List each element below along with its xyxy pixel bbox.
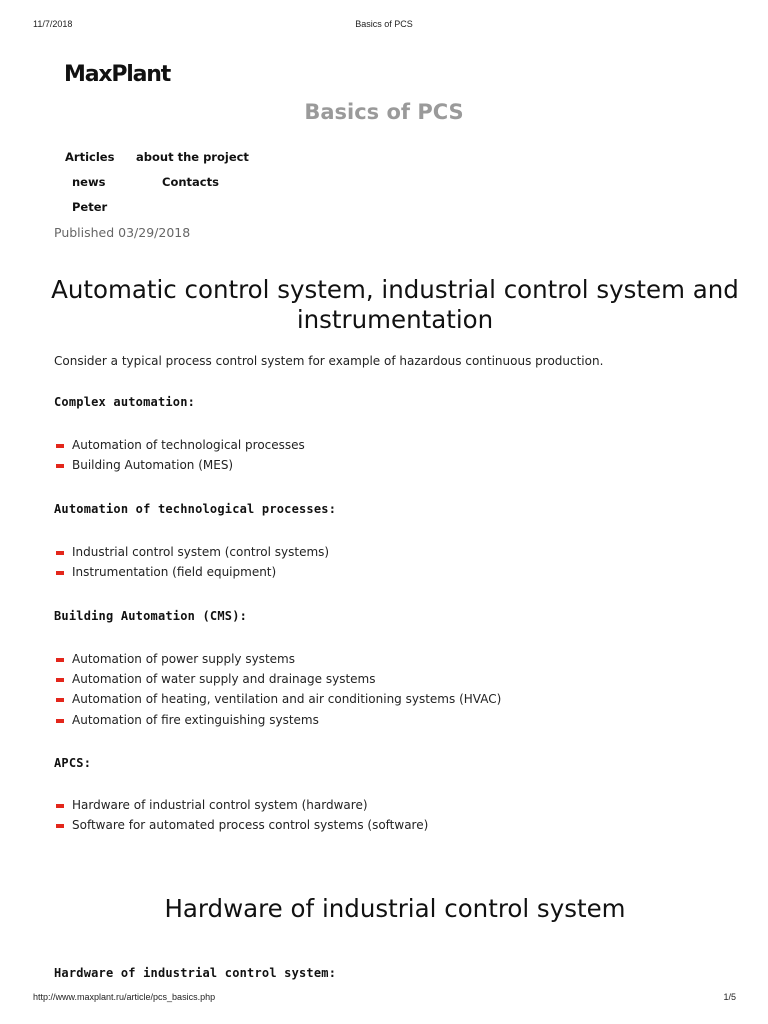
bullet-icon (56, 824, 64, 828)
list-item-text: Automation of technological processes (72, 438, 305, 452)
section-title: APCS: (54, 756, 92, 770)
list-item (56, 562, 329, 582)
list-item (56, 710, 501, 730)
section-heading: Hardware of industrial control system (164, 894, 626, 923)
section-title: Complex automation: (54, 395, 196, 409)
section-title: Automation of technological processes: (54, 502, 337, 516)
list-item-text: Automation of fire extinguishing systems (72, 712, 319, 727)
nav-news[interactable]: news (72, 175, 106, 189)
print-url: http://www.maxplant.ru/article/pcs_basics.php (33, 992, 216, 1002)
article-heading: Automatic control system, industrial control system and instrumentation (51, 275, 739, 334)
list-item-text: Building Automation (MES) (72, 458, 234, 473)
section-list (56, 649, 501, 730)
article-intro: Consider a typical process control system for example of hazardous continuous production. (54, 354, 604, 368)
list-item-text: Automation of water supply and drainage systems (72, 672, 376, 687)
list-item (56, 649, 501, 669)
bullet-icon (56, 464, 64, 468)
nav-about-project[interactable]: about the project (136, 150, 249, 164)
section-subheading: Hardware of industrial control system: (54, 966, 337, 980)
nav-articles[interactable]: Articles (65, 150, 115, 164)
section-list (56, 435, 305, 475)
published-date: Published 03/29/2018 (54, 225, 191, 240)
bullet-icon (56, 444, 64, 448)
section-list (56, 795, 428, 835)
list-item-text: Software for automated process control systems (software) (72, 818, 429, 833)
section-list (56, 542, 329, 582)
bullet-icon (56, 719, 64, 723)
list-item (56, 455, 305, 475)
nav-peter[interactable]: Peter (72, 200, 108, 214)
print-page-number: 1/5 (723, 992, 736, 1002)
list-item (56, 669, 501, 689)
bullet-icon (56, 678, 64, 682)
bullet-icon (56, 804, 64, 808)
bullet-icon (56, 658, 64, 662)
list-item-text: Hardware of industrial control system (hardware) (72, 798, 368, 812)
list-item-text: Instrumentation (field equipment) (72, 565, 277, 580)
site-title: Basics of PCS (304, 100, 464, 124)
print-title: Basics of PCS (355, 19, 413, 29)
nav-contacts[interactable]: Contacts (162, 175, 219, 189)
list-item (56, 815, 428, 835)
site-logo[interactable]: MaxPlant (64, 62, 171, 87)
list-item-text: Automation of power supply systems (72, 652, 295, 666)
print-header (0, 19, 768, 31)
list-item (56, 689, 501, 709)
list-item (56, 795, 428, 815)
list-item (56, 542, 329, 562)
print-footer (0, 992, 768, 1004)
list-item-text: Automation of heating, ventilation and air conditioning systems (HVAC) (72, 692, 502, 707)
bullet-icon (56, 571, 64, 575)
print-date: 11/7/2018 (33, 19, 73, 29)
bullet-icon (56, 698, 64, 702)
list-item-text: Industrial control system (control systems) (72, 545, 330, 559)
list-item (56, 435, 305, 455)
bullet-icon (56, 551, 64, 555)
section-title: Building Automation (CMS): (54, 609, 248, 623)
